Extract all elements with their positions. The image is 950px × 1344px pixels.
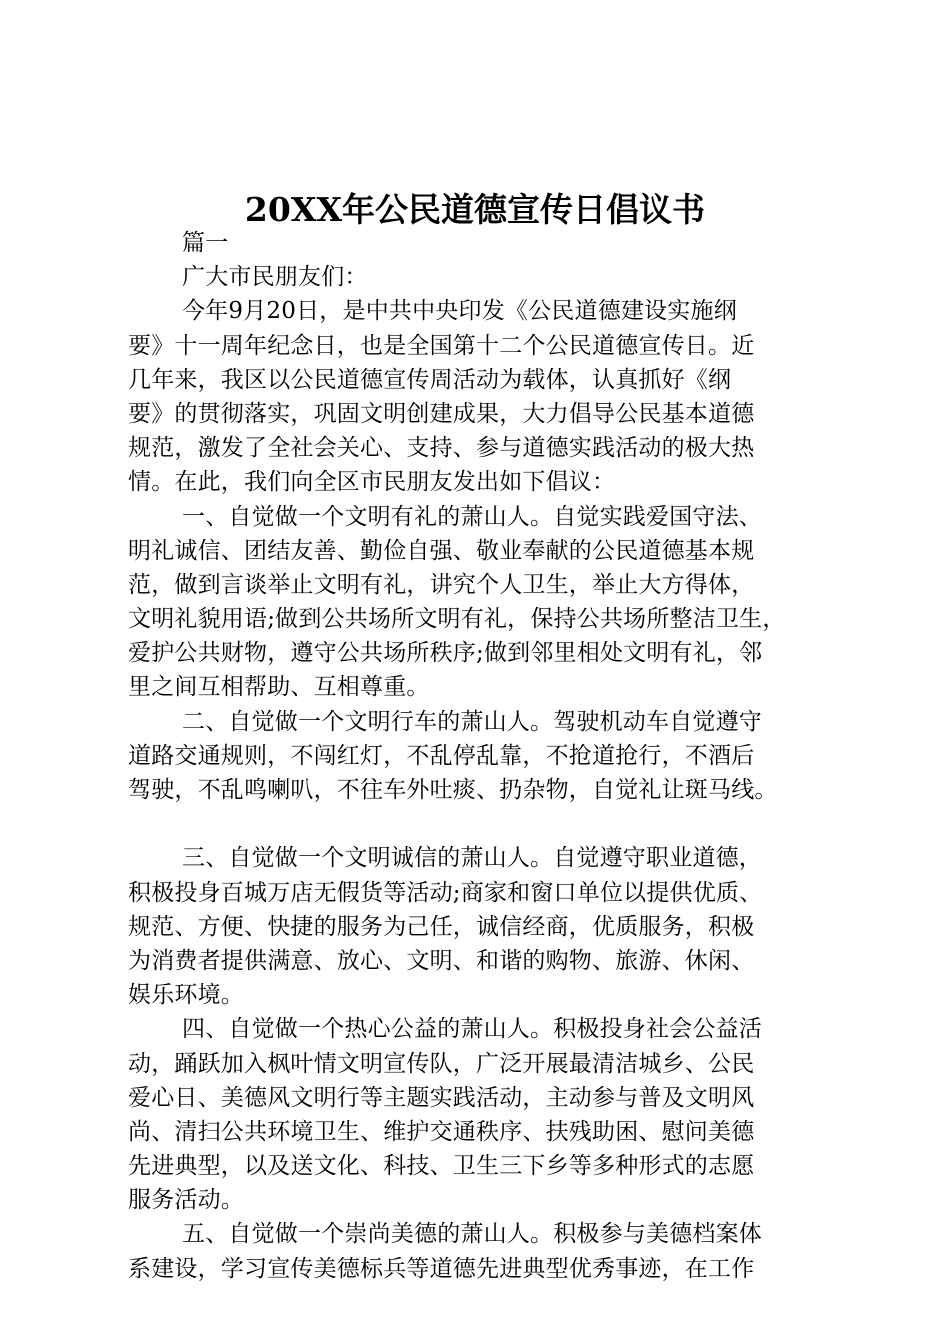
text-line: 篇一 (182, 230, 229, 256)
text-line: 四、自觉做一个热心公益的萧山人。积极投身社会公益活 (182, 1016, 762, 1043)
text-line: 文明礼貌用语;做到公共场所文明有礼，保持公共场所整洁卫生， (128, 606, 786, 633)
text-line: 情。在此，我们向全区市民朋友发出如下倡议： (128, 469, 616, 496)
text-line: 三、自觉做一个文明诚信的萧山人。自觉遵守职业道德， (182, 845, 762, 872)
text-line: 几年来，我区以公民道德宣传周活动为载体，认真抓好《纲 (128, 366, 732, 393)
document-body (128, 226, 858, 1286)
text-line: 爱护公共财物，遵守公共场所秩序;做到邻里相处文明有礼，邻 (128, 640, 763, 667)
text-line: 爱心日、美德风文明行等主题实践活动，主动参与普及文明风 (128, 1084, 755, 1111)
text-line: 规范、方便、快捷的服务为己任，诚信经商，优质服务，积极 (128, 913, 755, 940)
text-line: 里之间互相帮助、互相尊重。 (128, 674, 430, 701)
text-line: 要》十一周年纪念日，也是全国第十二个公民道德宣传日。近 (128, 332, 755, 359)
document-title: 20XX年公民道德宣传日倡议书 (244, 190, 706, 229)
text-line: 积极投身百城万店无假货等活动;商家和窗口单位以提供优质、 (128, 879, 763, 906)
text-line: 动，踊跃加入枫叶情文明宣传队，广泛开展最清洁城乡、公民 (128, 1050, 755, 1077)
text-line: 娱乐环境。 (128, 982, 244, 1009)
text-line: 先进典型，以及送文化、科技、卫生三下乡等多种形式的志愿 (128, 1153, 755, 1180)
text-line: 范，做到言谈举止文明有礼，讲究个人卫生，举止大方得体， (128, 571, 755, 598)
text-line: 要》的贯彻落实，巩固文明创建成果，大力倡导公民基本道德 (128, 400, 755, 427)
text-line: 今年9月20日，是中共中央印发《公民道德建设实施纲 (182, 298, 737, 325)
text-line: 服务活动。 (128, 1187, 244, 1214)
text-line: 二、自觉做一个文明行车的萧山人。驾驶机动车自觉遵守 (182, 708, 762, 735)
text-line: 广大市民朋友们： (182, 264, 368, 291)
text-line: 规范，激发了全社会关心、支持、参与道德实践活动的极大热 (128, 435, 755, 462)
text-line: 驾驶，不乱鸣喇叭，不往车外吐痰、扔杂物，自觉礼让斑马线。 (128, 777, 778, 803)
text-line: 系建设，学习宣传美德标兵等道德先进典型优秀事迹，在工作 (128, 1255, 755, 1282)
text-line: 明礼诚信、团结友善、勤俭自强、敬业奉献的公民道德基本规 (128, 537, 755, 564)
text-line: 五、自觉做一个崇尚美德的萧山人。积极参与美德档案体 (182, 1221, 762, 1248)
text-line: 道路交通规则，不闯红灯，不乱停乱靠，不抢道抢行，不酒后 (128, 742, 755, 769)
text-line: 为消费者提供满意、放心、文明、和谐的购物、旅游、休闲、 (128, 947, 755, 974)
text-line: 一、自觉做一个文明有礼的萧山人。自觉实践爱国守法、 (182, 503, 762, 530)
blank-line (128, 807, 858, 841)
text-line: 尚、清扫公共环境卫生、维护交通秩序、扶残助困、慰问美德 (128, 1118, 755, 1145)
